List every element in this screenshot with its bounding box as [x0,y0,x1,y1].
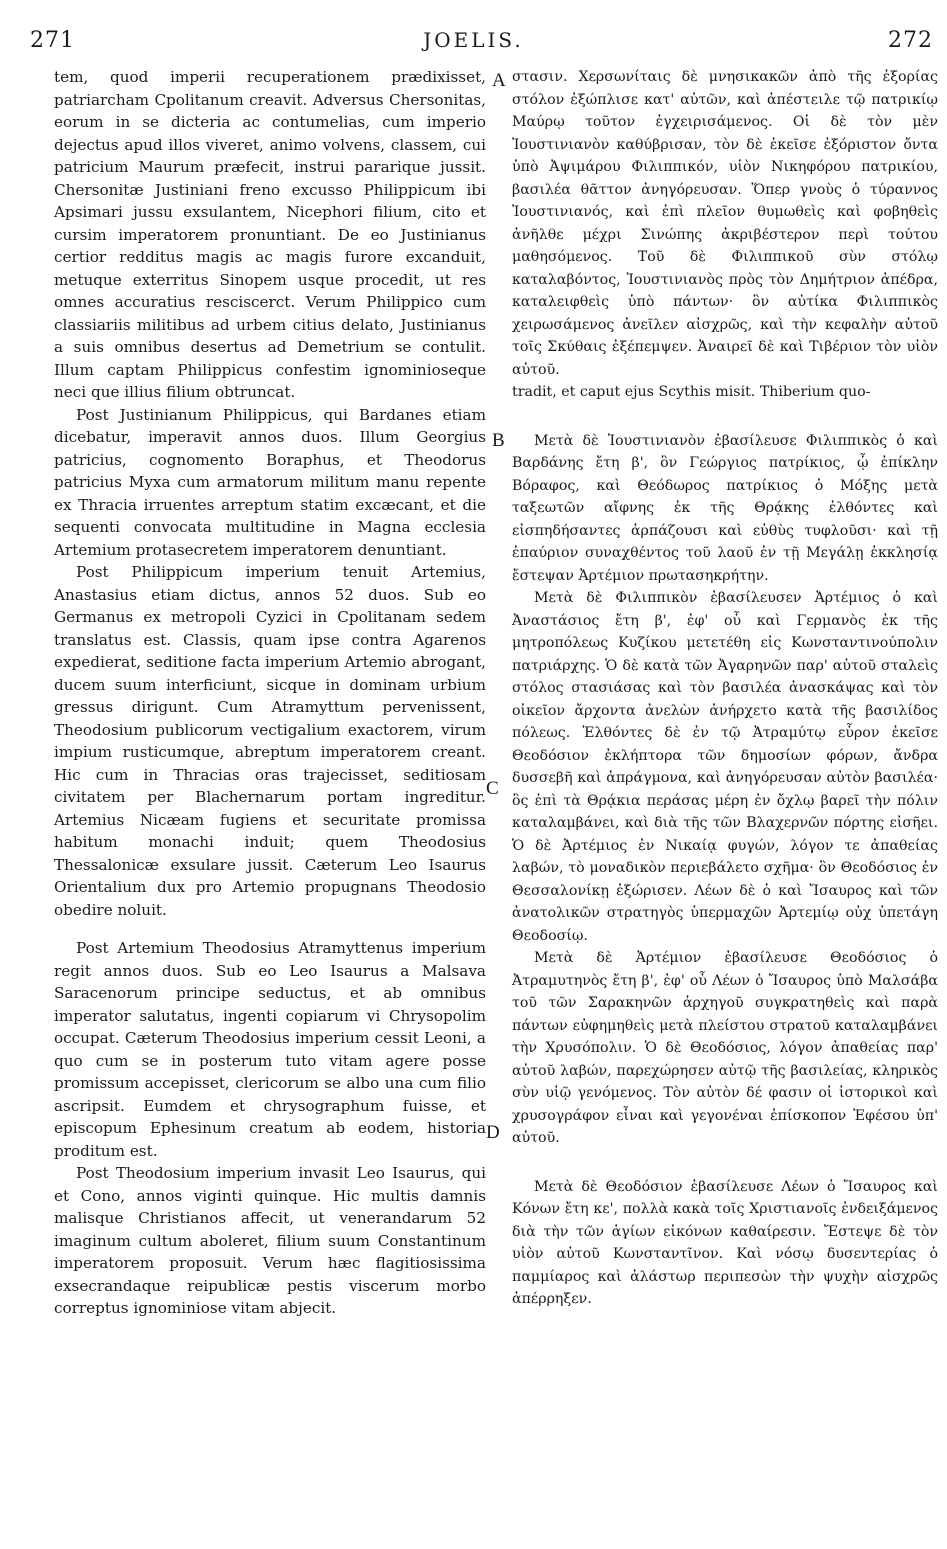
margin-marker-b: B [492,430,505,451]
page-header [0,28,947,60]
greek-paragraph: Μετὰ δὲ Φιλιππικὸν ἐβασίλευσεν Ἀρτέμιος ὁ καὶ Ἀναστάσιος ἔτη β', ἐφ' οὗ καὶ Γερμανὸς ἐκ τῆς μητροπόλεως Κυζίκου μετετέθη εἰς Κωνσταντινούπολιν πατριάρχης. Ὁ δὲ κατὰ τῶν Ἀγαρηνῶν παρ' αὐτοῦ σταλεὶς στόλος στασιάσας καὶ τὸν βασιλέα ἀνασκάψας καὶ τὸν οἰκεῖον ἄρχοντα ἀνελὼν ἀνήρχετο κατὰ τῆς βασιλίδος πόλεως. Ἐλθόντες δὲ ἐν τῷ Ἀτραμύτῳ εὗρον ἐκεῖσε Θεοδόσιον ἐκλήπτορα τῶν δημοσίων φόρων, ἄνδρα δυσσεβῆ καὶ ἀπράγμονα, καὶ ἀνηγόρευσαν αὐτὸν βασιλέα· ὃς ἐπὶ τὰ Θρᾴκια περάσας μέρη ἐν ὄχλῳ βαρεῖ τὴν πόλιν καταλαμβάνει, καὶ διὰ τῆς τῶν Βλαχερνῶν πόρτης εἰσῆει. Ὁ δὲ Ἀρτέμιος ἐν Νικαίᾳ φυγών, λόγον τε ἀπαθείας λαβών, τὸ μοναδικὸν περιεβάλετο σχῆμα· ὃν Θεοδόσιος ἐν Θεσσαλονίκῃ ἐξώρισεν. Λέων δὲ ὁ καὶ Ἴσαυρος καὶ τῶν ἀνατολικῶν στρατηγὸς ὑπερμαχῶν Ἀρτεμίῳ οὐχ ὑπετάγη Θεοδοσίῳ. [512,590,938,944]
latin-paragraph: Post Theodosium imperium invasit Leo Isaurus, qui et Cono, annos viginti quinque. Hic multis damnis malisque Christianos affecit, ut venerandarum 52 imaginum cultum aboleret, filium suum Constantinum imperatorem proposuit. Verum hæc flagitiosissima exsecrandaque reipublicæ pestis viscerum morbo correptus ignominiose vitam abjecit. [54,1164,486,1317]
margin-marker-c: C [486,778,499,799]
margin-marker-a: A [492,70,506,91]
latin-paragraph: Post Philippicum imperium tenuit Artemius, Anastasius etiam dictus, annos 52 duos. Sub eo Germanus ex metropoli Cyzici in Cpolitanam sedem translatus est. Classis, quam ipse contra Agarenos expedierat, seditione facta imperium Artemio abrogant, ducem suum interficiunt, sicque in dominam urbium gressus dirigunt. Cum Atramyttum pervenissent, Theodosium publicorum vectigalium exactorem, virum impium rusticumque, abreptum imperatorem creant. Hic cum in Thracias oras trajecisset, seditiosam civitatem per Blachernarum portam ingreditur. Artemius Nicæam fugiens et securitate promissa habitum monachi induit; quem Theodosius Thessalonicæ exsulare jussit. Cæterum Leo Isaurus Orientalium dux pro Artemio propugnans Theodosio obedire noluit. [54,563,486,919]
latin-paragraph: Post Artemium Theodosius Atramyttenus imperium regit annos duos. Sub eo Leo Isaurus a Malsava Saracenorum principe seductus, et ab omnibus imperator salutatus, ingenti copiarum vi Chrysopolim occupat. Cæterum Theodosius imperium cessit Leoni, a quo cum se in posterum tuto vitam agere posse promissum accepisset, clericorum se albo una cum filio ascripsit. Eumdem et chrysographum fuisse, et episcopum Ephesinum creatum ab eodem, historia proditum est. [54,939,486,1160]
latin-paragraph: Post Justinianum Philippicus, qui Bardanes etiam dicebatur, imperavit annos duos. Illum Georgius patricius, cognomento Boraphus, et Theodorus patricius Myxa cum armatorum militum manu repente ex Thracia irruentes arreptum statim excæcant, et die sequenti convocata multitudine in Magna ecclesia Artemium protasecretem imperatorem denuntiant. [54,405,486,559]
margin-marker-d: D [486,1122,500,1143]
greek-paragraph: Μετὰ δὲ Θεοδόσιον ἐβασίλευσε Λέων ὁ Ἴσαυρος καὶ Κόνων ἔτη κε', πολλὰ κακὰ τοῖς Χριστιανοῖς ἐνδειξάμενος διὰ τὴν τῶν ἁγίων εἰκόνων καθαίρεσιν. Ἔστεψε δὲ τὸν υἱὸν αὐτοῦ Κωνσταντῖνον. Καὶ νόσῳ δυσεντερίας ὁ παμμίαρος καὶ ἀλάστωρ περιπεσὼν τὴν ψυχὴν αἰσχρῶς ἀπέρρηξεν. [512,1178,938,1307]
greek-column [512,66,938,1311]
latin-column [54,66,486,1320]
page-number-left: 271 [30,28,75,53]
running-title: JOELIS. [423,28,524,52]
greek-paragraph: Μετὰ δὲ Ἰουστινιανὸν ἐβασίλευσε Φιλιππικὸς ὁ καὶ Βαρδάνης ἔτη β', ὃν Γεώργιος πατρίκιος, ᾧ ἐπίκλην Βόραφος, καὶ Θεόδωρος πατρίκιος ὁ Μόξης μετὰ ταξεωτῶν αἴφνης ἐκ τῆς Θρᾴκης ἐλθόντες καὶ εἰσπηδήσαντες ἁρπάζουσι καὶ εὐθὺς τυφλοῦσι· καὶ τῇ ἐπαύριον συναχθέντος τοῦ λαοῦ ἐν τῇ Μεγάλῃ ἐκκλησίᾳ ἔστεψαν Ἀρτέμιον πρωτασηκρήτην. [512,432,938,584]
page-number-right: 272 [888,28,933,53]
greek-paragraph: στασιν. Χερσωνίταις δὲ μνησικακῶν ἀπὸ τῆς ἐξορίας στόλον ἐξώπλισε κατ' αὐτῶν, καὶ ἀπέστειλε τῷ πατρικίῳ Μαύρῳ τοῦτον ἐγχειρισάμενος. Οἱ δὲ τὸν μὲν Ἰουστινιανὸν καθύβρισαν, τὸν δὲ ἐκεῖσε ἐξόριστον ὄντα ὑπὸ Ἀψιμάρου Φιλιππικόν, υἱὸν Νικηφόρου πατρικίου, βασιλέα θᾶττον ἀνηγόρευσαν. Ὅπερ γνοὺς ὁ τύραννος Ἰουστινιανός, καὶ ἐπὶ πλεῖον θυμωθεὶς καὶ φοβηθεὶς ἀνῆλθε μέχρι Σινώπης ἀκριβέστερον περὶ τούτου μαθησόμενος. Τοῦ δὲ Φιλιππικοῦ σὺν στόλῳ καταλαβόντος, Ἰουστινιανὸς πρὸς τὸν Δημήτριον ἀπέδρα, καταλειφθεὶς ὑπὸ πάντων· ὃν αὐτίκα Φιλιππικὸς χειρωσάμενος ἀνεῖλεν αἰσχρῶς, καὶ τὴν κεφαλὴν αὐτοῦ τοῖς Σκύθαις ἐξέπεμψεν. Ἀναιρεῖ δὲ καὶ Τιβέριον τὸν υἱὸν αὐτοῦ. [512,69,938,378]
latin-carryover-line: tradit, et caput ejus Scythis misit. Thiberium quo- [512,384,871,400]
latin-paragraph: tem, quod imperii recuperationem prædixisset, patriarcham Cpolitanum creavit. Adversus Chersonitas, eorum in se dicteria ac contumelias, cum imperio dejectus apud illos viveret, animo volvens, classem, cui patricium Maurum præfecit, instrui pararique jussit. Chersonitæ Justiniani freno excusso Philippicum ibi Apsimari jussu exsulantem, Nicephori filium, cito et cursim imperatorem pronuntiant. De eo Justinianus certior redditus magis ac magis furore excanduit, metuque exterritus Sinopem usque procedit, ut res omnes accuratius resciscerct. Verum Philippico cum classiariis militibus ad urbem citius delato, Justinianus a suis omnibus desertus ad Demetrium se contulit. Illum captam Philippicus confestim ignominioseque neci que illius filium obtruncat. [54,68,486,401]
greek-paragraph: Μετὰ δὲ Ἀρτέμιον ἐβασίλευσε Θεοδόσιος ὁ Ἀτραμυτηνὸς ἔτη β', ἐφ' οὗ Λέων ὁ Ἴσαυρος ὑπὸ Μαλσάβα τοῦ τῶν Σαρακηνῶν ἀρχηγοῦ συγκρατηθεὶς καὶ παρὰ πάντων εὐφημηθεὶς μετὰ πλείστου στρατοῦ καταλαμβάνει τὴν Χρυσόπολιν. Ὁ δὲ Θεοδόσιος, λόγον ἀπαθείας παρ' αὐτοῦ λαβών, παρεχώρησεν αὐτῷ τῆς βασιλείας, κληρικὸς σὺν υἱῷ γενόμενος. Τὸν αὐτὸν δέ φασιν οἱ ἱστορικοὶ καὶ χρυσογράφον εἶναι καὶ γεγονέναι ἐπίσκοπον Ἐφέσου ὑπ' αὐτοῦ. [512,950,938,1146]
